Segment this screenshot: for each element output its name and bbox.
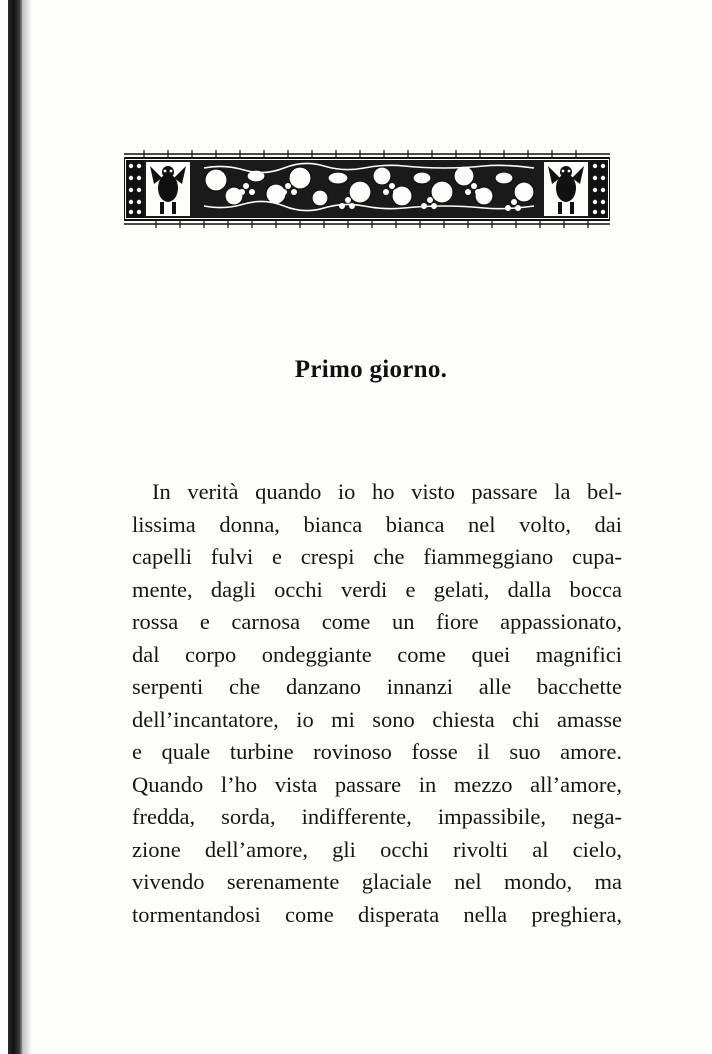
- page-binding-shadow: [22, 0, 32, 1054]
- page-binding-edge: [8, 0, 22, 1054]
- text-line: fredda, sorda, indifferente, impassibile, nega-: [132, 804, 622, 829]
- text-line: zione dell’amore, gli occhi rivolti al cielo,: [132, 836, 622, 862]
- text-line: vivendo serenamente glaciale nel mondo, ma: [132, 869, 622, 894]
- text-line: mente, dagli occhi verdi e gelati, dalla bocca: [132, 576, 622, 602]
- text-line: In verità quando io ho visto passare la bel-: [152, 479, 622, 504]
- text-line: dell’incantatore, io mi sono chiesta chi amasse: [132, 706, 622, 732]
- text-line: rossa e carnosa come un fiore appassionato,: [132, 609, 622, 634]
- text-line: dal corpo ondeggiante come quei magnifici: [132, 641, 622, 667]
- text-line: serpenti che danzano innanzi alle bacchette: [132, 674, 622, 699]
- text-line: tormentandosi come disperata nella preghiera,: [132, 901, 622, 927]
- text-line: capelli fulvi e crespi che fiammeggiano cupa-: [132, 544, 622, 569]
- body-paragraph: [132, 476, 622, 931]
- decorative-headpiece: [124, 150, 610, 228]
- text-line: e quale turbine rovinoso fosse il suo amore.: [132, 739, 622, 764]
- chapter-title: Primo giorno.: [294, 356, 448, 383]
- text-line: Quando l’ho vista passare in mezzo all’amore,: [132, 771, 622, 797]
- text-line: lissima donna, bianca bianca nel volto, dai: [132, 511, 622, 537]
